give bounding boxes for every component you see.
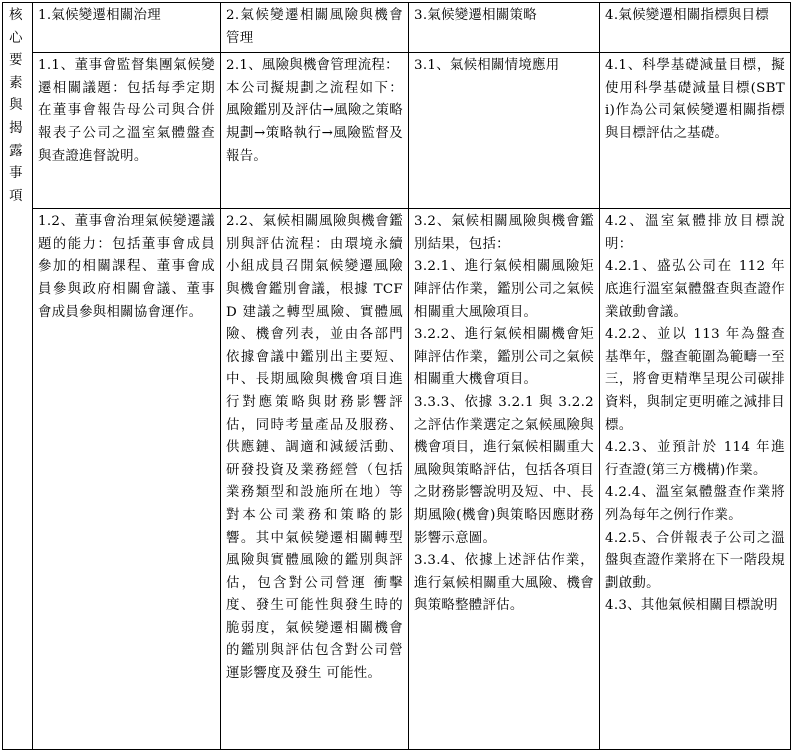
side-label-cell <box>3 3 33 750</box>
risk-cell-1 <box>221 53 409 209</box>
metrics-item: 4.2.4、溫室氣體盤查作業將列為每年之例行作業。 <box>605 485 785 523</box>
strategy-item: 3.3.3、依據 3.2.1 與 3.2.2 之評估作業選定之氣候風險與機會項目，進行氣候相關重大風險與策略評估，包括各項目之財務影響說明及短、中、長期風險(機會)與策略因應財務影響示意圖。 <box>414 394 594 546</box>
risk-text-2: 2.2、氣候相關風險與機會鑑別與評估流程：由環境永續小組成員召開氣候變遷風險與機會鑑別會議，根據 TCFD 建議之轉型風險、實體風險、機會列表，並由各部門依據會議中鑑別出主要短、中、長期風險與機會項目進行對應策略與財務影響評估，同時考量產品及服務、供應鏈、調適和減緩活動、研發投資及業務經營（包括業務類型和設施所在地）等對本公司業務和策略的影響。其中氣候變遷相關轉型風險與實體風險的鑑別與評估，包含對公司營運 衝擊度、發生可能性與發生時的脆弱度，氣候變遷相關機會的鑑別與評估包含對公司營運影響度及發生 可能性。 <box>226 214 403 682</box>
risk-text-1b: 本公司擬規劃之流程如下：風險鑑別及評估→風險之策略規劃→策略執行→風險監督及報告。 <box>226 80 403 164</box>
disclosure-table <box>2 2 791 750</box>
metrics-item: 4.2.2、並以 113 年為盤查基準年，盤查範圍為範疇一至三，將會更精準呈現公司碳排資料，與制定更明確之減排目標。 <box>605 327 785 433</box>
strategy-cell-2 <box>409 209 600 750</box>
metrics-text-1: 4.1、科學基礎減量目標，擬使用科學基礎減量目標(SBTi)作為公司氣候變遷相關指標與目標評估之基礎。 <box>605 58 785 141</box>
governance-cell-2 <box>33 209 221 750</box>
strategy-item: 3.3.4、依據上述評估作業，進行氣候相關重大風險、機會與策略整體評估。 <box>414 553 594 614</box>
metrics-item: 4.2、溫室氣體排放目標說明： <box>605 214 785 252</box>
strategy-cell-1 <box>409 53 600 209</box>
table-row <box>3 209 791 750</box>
header-metrics-targets: 4.氣候變遷相關指標與目標 <box>600 3 791 53</box>
governance-text-2: 1.2、董事會治理氣候變遷議題的能力：包括董事會成員參加的相關課程、董事會成員參與政府相關會議、董事會成員參與相關協會運作。 <box>38 214 215 320</box>
governance-cell-1 <box>33 53 221 209</box>
metrics-cell-1 <box>600 53 791 209</box>
table-row <box>3 53 791 209</box>
header-risk-management: 2.氣候變遷相關風險與機會管理 <box>221 3 409 53</box>
strategy-text-1: 3.1、氣候相關情境應用 <box>414 58 560 74</box>
metrics-item: 4.2.1、盛弘公司在 112 年底進行溫室氣體盤查與查證作業啟動會議。 <box>605 259 785 320</box>
header-governance: 1.氣候變遷相關治理 <box>33 3 221 53</box>
header-row <box>3 3 791 53</box>
header-strategy: 3.氣候變遷相關策略 <box>409 3 600 53</box>
strategy-item: 3.2.2、進行氣候相關機會矩陣評估作業，鑑別公司之氣候相關重大機會項目。 <box>414 327 594 388</box>
metrics-item: 4.3、其他氣候相關目標說明 <box>605 598 778 614</box>
metrics-item: 4.2.3、並預計於 114 年進行查證(第三方機構)作業。 <box>605 440 785 478</box>
risk-cell-2 <box>221 209 409 750</box>
governance-text-1: 1.1、董事會監督集團氣候變遷相關議題：包括每季定期在董事會報告母公司與合併報表子公司之溫室氣體盤查與查證進督說明。 <box>38 58 215 164</box>
strategy-item: 3.2.1、進行氣候相關風險矩陣評估作業，鑑別公司之氣候相關重大風險項目。 <box>414 259 594 320</box>
strategy-item: 3.2、氣候相關風險與機會鑑別結果，包括： <box>414 214 594 252</box>
metrics-item: 4.2.5、合併報表子公司之溫盤與查證作業將在下一階段規劃啟動。 <box>605 530 785 591</box>
risk-text-1a: 2.1、風險與機會管理流程： <box>226 58 399 74</box>
side-label: 核心要素與揭露事項 <box>9 8 23 204</box>
metrics-cell-2 <box>600 209 791 750</box>
